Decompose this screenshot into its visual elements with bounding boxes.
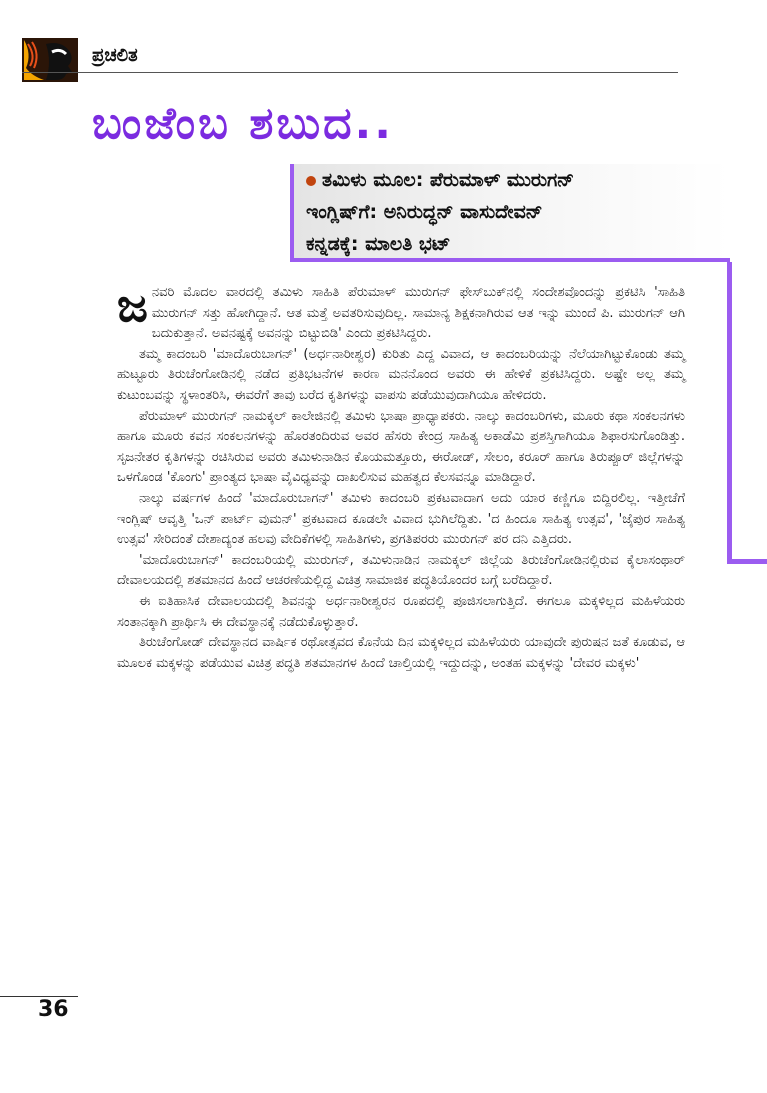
page-number: 36 xyxy=(38,997,69,1022)
decorative-bracket-foot xyxy=(727,559,767,564)
paragraph: ನಾಲ್ಕು ವರ್ಷಗಳ ಹಿಂದೆ 'ಮಾದೊರುಬಾಗನ್' ತಮಿಳು ಕಾದಂಬರಿ ಪ್ರಕಟವಾದಾಗ ಅದು ಯಾರ ಕಣ್ಣಿಗೂ ಬಿದ್ದಿರಲಿಲ್ಲ. ಇತ್ತೀಚೆಗೆ ಇಂಗ್ಲಿಷ್ ಆವೃತ್ತಿ 'ಒನ್ ಪಾರ್ಟ್ ವುಮನ್' ಪ್ರಕಟವಾದ ಕೂಡಲೇ ವಿವಾದ ಭುಗಿಲೆದ್ದಿತು. 'ದ ಹಿಂದೂ ಸಾಹಿತ್ಯ ಉತ್ಸವ', 'ಜೈಪುರ ಸಾಹಿತ್ಯ ಉತ್ಸವ' ಸೇರಿದಂತೆ ದೇಶಾದ್ಯಂತ ಹಲವು ವೇದಿಕೆಗಳಲ್ಲಿ ಸಾಹಿತಿಗಳು, ಪ್ರಗತಿಪರರು ಮುರುಗನ್ ಪರ ದನಿ ಎತ್ತಿದರು. xyxy=(117,490,685,548)
header-divider xyxy=(22,72,678,73)
credits-box xyxy=(290,164,730,262)
article-title: ಬಂಜೆಂಬ ಶಬುದ.. xyxy=(92,98,394,149)
credit-kannada: ಕನ್ನಡಕ್ಕೆ: ಮಾಲತಿ ಭಟ್ xyxy=(306,233,451,255)
drop-cap: ಜ xyxy=(117,278,148,332)
face-profile-icon xyxy=(22,38,78,82)
bullet-icon xyxy=(306,176,316,186)
decorative-bracket xyxy=(727,262,732,564)
section-label: ಪ್ರಚಲಿತ xyxy=(92,45,138,66)
paragraph: ತಿರುಚೆಂಗೋಡ್ ದೇವಸ್ಥಾನದ ವಾರ್ಷಿಕ ರಥೋತ್ಸವದ ಕೊನೆಯ ದಿನ ಮಕ್ಕಳಿಲ್ಲದ ಮಹಿಳೆಯರು ಯಾವುದೇ ಪುರುಷನ ಜತೆ ಕೂಡುವ, ಆ ಮೂಲಕ ಮಕ್ಕಳನ್ನು ಪಡೆಯುವ ವಿಚಿತ್ರ ಪದ್ಧತಿ ಶತಮಾನಗಳ ಹಿಂದೆ ಚಾಲ್ತಿಯಲ್ಲಿ ಇದ್ದುದನ್ನು, ಅಂತಹ ಮಕ್ಕಳನ್ನು 'ದೇವರ ಮಕ್ಕಳು' xyxy=(117,635,685,671)
paragraph: ಜನವರಿ ಮೊದಲ ವಾರದಲ್ಲಿ ತಮಿಳು ಸಾಹಿತಿ ಪೆರುಮಾಳ್ ಮುರುಗನ್ ಫೇಸ್‌ಬುಕ್‌ನಲ್ಲಿ ಸಂದೇಶವೊಂದನ್ನು ಪ್ರಕಟಿಸಿ 'ಸಾಹಿತಿ ಮುರುಗನ್ ಸತ್ತು ಹೋಗಿದ್ದಾನೆ. ಆತ ಮತ್ತೆ ಅವತರಿಸುವುದಿಲ್ಲ. ಸಾಮಾನ್ಯ ಶಿಕ್ಷಕನಾಗಿರುವ ಆತ ಇನ್ನು ಮುಂದೆ ಪಿ. ಮುರುಗನ್ ಆಗಿ ಬದುಕುತ್ತಾನೆ. ಅವನಷ್ಟಕ್ಕೆ ಅವನನ್ನು ಬಿಟ್ಟುಬಿಡಿ' ಎಂದು ಪ್ರಕಟಿಸಿದ್ದರು. xyxy=(117,278,685,342)
credit-original: ತಮಿಳು ಮೂಲ: ಪೆರುಮಾಳ್ ಮುರುಗನ್ xyxy=(306,164,730,196)
paragraph: ತಮ್ಮ ಕಾದಂಬರಿ 'ಮಾದೊರುಬಾಗನ್' (ಅರ್ಧನಾರೀಶ್ವರ) ಕುರಿತು ಎದ್ದ ವಿವಾದ, ಆ ಕಾದಂಬರಿಯನ್ನು ನೆಲೆಯಾಗಿಟ್ಟುಕೊಂಡು ತಮ್ಮ ಹುಟ್ಟೂರು ತಿರುಚೆಂಗೋಡಿನಲ್ಲಿ ನಡೆದ ಪ್ರತಿಭಟನೆಗಳ ಕಾರಣ ಮನನೊಂದ ಅವರು ಈ ಹೇಳಿಕೆ ಪ್ರಕಟಿಸಿದ್ದರು. ಅಷ್ಟೇ ಅಲ್ಲ ತಮ್ಮ ಕುಟುಂಬವನ್ನು ಸ್ಥಳಾಂತರಿಸಿ, ಈವರೆಗೆ ತಾವು ಬರೆದ ಕೃತಿಗಳನ್ನು ವಾಪಸು ಪಡೆಯುವುದಾಗಿಯೂ ಹೇಳಿದರು. xyxy=(117,346,685,403)
paragraph: ಪೆರುಮಾಳ್ ಮುರುಗನ್ ನಾಮಕ್ಕಲ್ ಕಾಲೇಜಿನಲ್ಲಿ ತಮಿಳು ಭಾಷಾ ಪ್ರಾಧ್ಯಾಪಕರು. ನಾಲ್ಕು ಕಾದಂಬರಿಗಳು, ಮೂರು ಕಥಾ ಸಂಕಲನಗಳು ಹಾಗೂ ಮೂರು ಕವನ ಸಂಕಲನಗಳನ್ನು ಹೊರತಂದಿರುವ ಅವರ ಹೆಸರು ಕೇಂದ್ರ ಸಾಹಿತ್ಯ ಅಕಾಡೆಮಿ ಪ್ರಶಸ್ತಿಗಾಗಿಯೂ ಶಿಫಾರಸುಗೊಂಡಿತ್ತು. ಸೃಜನೇತರ ಕೃತಿಗಳನ್ನು ರಚಿಸಿರುವ ಅವರು ತಮಿಳುನಾಡಿನ ಕೊಯಮತ್ತೂರು, ಈರೋಡ್, ಸೇಲಂ, ಕರೂರ್ ಹಾಗೂ ತಿರುಪ್ಪೂರ್ ಜಿಲ್ಲೆಗಳನ್ನು ಒಳಗೊಂಡ 'ಕೊಂಗು' ಪ್ರಾಂತ್ಯದ ಭಾಷಾ ವೈವಿಧ್ಯವನ್ನು ದಾಖಲಿಸುವ ಮಹತ್ವದ ಕೆಲಸವನ್ನೂ ಮಾಡಿದ್ದಾರೆ. xyxy=(117,408,685,486)
credit-english: ಇಂಗ್ಲಿಷ್‌ಗೆ: ಅನಿರುದ್ಧನ್ ವಾಸುದೇವನ್ xyxy=(306,201,543,223)
article-body xyxy=(117,278,685,674)
paragraph: 'ಮಾದೊರುಬಾಗನ್' ಕಾದಂಬರಿಯಲ್ಲಿ ಮುರುಗನ್, ತಮಿಳುನಾಡಿನ ನಾಮಕ್ಕಲ್ ಜಿಲ್ಲೆಯ ತಿರುಚೆಂಗೋಡಿನಲ್ಲಿರುವ ಕೈಲಾಸಂಥಾರ್ ದೇವಾಲಯದಲ್ಲಿ ಶತಮಾನದ ಹಿಂದೆ ಆಚರಣೆಯಲ್ಲಿದ್ದ ವಿಚಿತ್ರ ಸಾಮಾಜಿಕ ಪದ್ಧತಿಯೊಂದರ ಬಗ್ಗೆ ಬರೆದಿದ್ದಾರೆ. xyxy=(117,552,685,589)
paragraph: ಈ ಐತಿಹಾಸಿಕ ದೇವಾಲಯದಲ್ಲಿ ಶಿವನನ್ನು ಅರ್ಧನಾರೀಶ್ವರನ ರೂಪದಲ್ಲಿ ಪೂಜಿಸಲಾಗುತ್ತಿದೆ. ಈಗಲೂ ಮಕ್ಕಳಿಲ್ಲದ ಮಹಿಳೆಯರು ಸಂತಾನಕ್ಕಾಗಿ ಪ್ರಾರ್ಥಿಸಿ ಈ ದೇವಸ್ಥಾನಕ್ಕೆ ನಡೆದುಕೊಳ್ಳುತ್ತಾರೆ. xyxy=(117,593,685,630)
